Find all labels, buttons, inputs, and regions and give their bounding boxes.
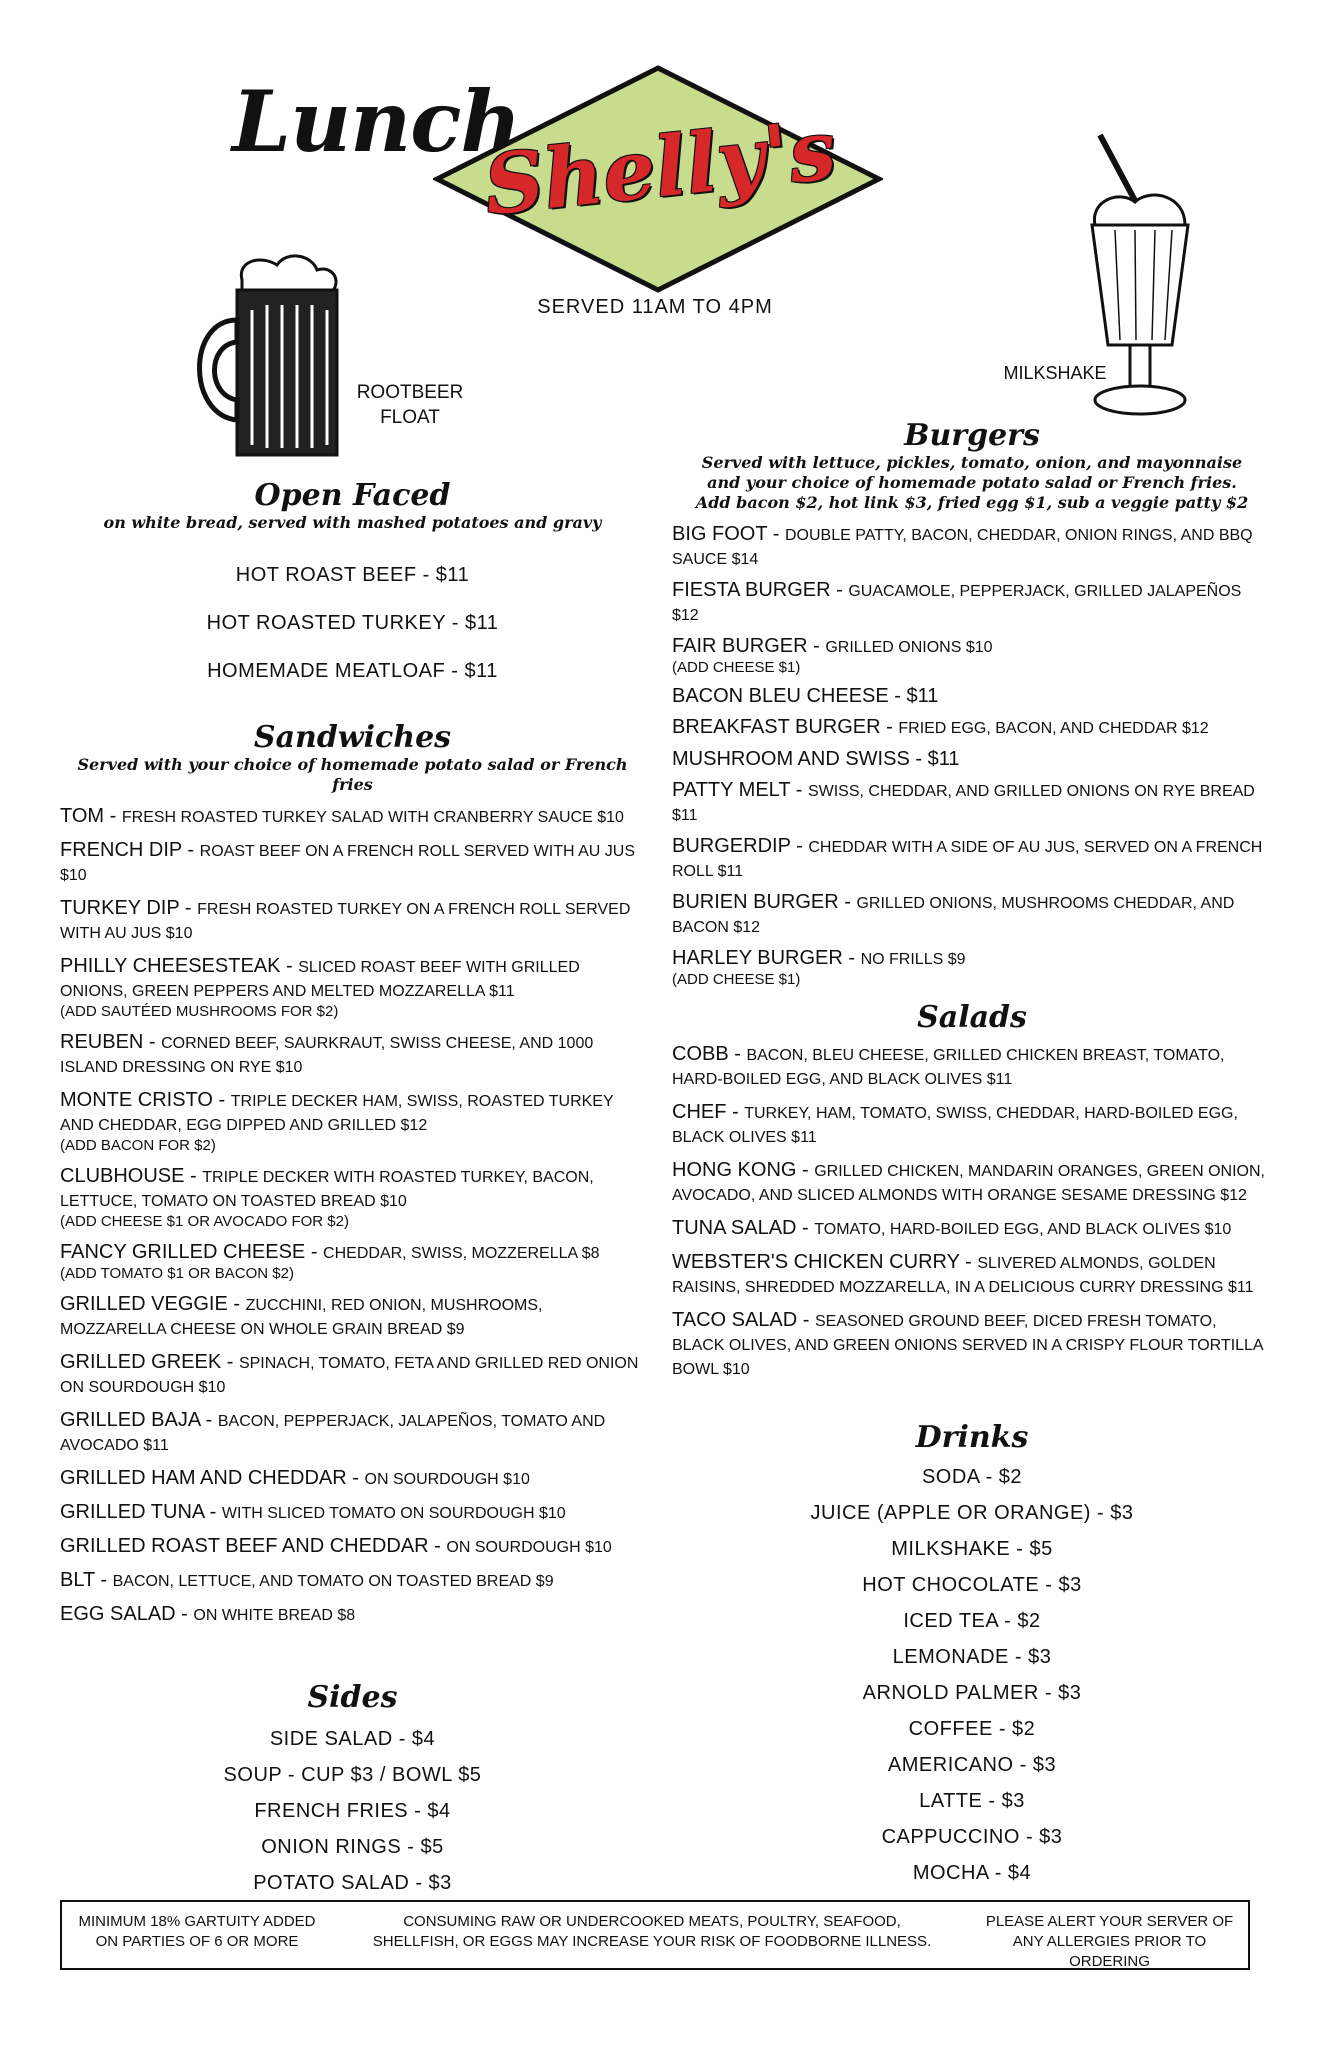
menu-item: COFFEE - $2 bbox=[908, 1718, 1036, 1740]
menu-item: ICED TEA - $2 bbox=[903, 1610, 1041, 1632]
lunch-title: Lunch bbox=[232, 72, 521, 171]
menu-item: AMERICANO - $3 bbox=[887, 1754, 1057, 1776]
item-name: GRILLED VEGGIE - bbox=[60, 1293, 246, 1315]
item-name: REUBEN - bbox=[60, 1031, 162, 1053]
allergy-line-1: PLEASE ALERT YOUR SERVER OF bbox=[985, 1913, 1234, 1930]
item-description: FRIED EGG, BACON, AND CHEDDAR $12 bbox=[898, 720, 1209, 737]
menu-item bbox=[60, 1467, 645, 1491]
gratuity-line-2: ON PARTIES OF 6 OR MORE bbox=[95, 1933, 299, 1950]
burgers-section bbox=[672, 418, 1272, 997]
menu-item bbox=[60, 1409, 645, 1457]
item-name: BACON BLEU CHEESE - $11 bbox=[672, 685, 939, 707]
menu-item bbox=[672, 1217, 1272, 1241]
burger-list bbox=[672, 523, 1272, 989]
sandwiches-title: Sandwiches bbox=[253, 720, 452, 755]
menu-item bbox=[60, 805, 645, 829]
menu-item bbox=[60, 1293, 645, 1341]
drinks-section bbox=[672, 1420, 1272, 1891]
milkshake-label: MILKSHAKE bbox=[1003, 363, 1107, 383]
menu-item bbox=[60, 897, 645, 945]
open-faced-subtitle: on white bread, served with mashed potatoes and gravy bbox=[103, 513, 602, 532]
item-note: (ADD CHEESE $1) bbox=[672, 659, 801, 676]
menu-item bbox=[672, 947, 1272, 989]
menu-item: SIDE SALAD - $4 bbox=[269, 1728, 436, 1750]
item-note: (ADD SAUTÉED MUSHROOMS FOR $2) bbox=[60, 1003, 339, 1020]
menu-item: MOCHA - $4 bbox=[912, 1862, 1032, 1884]
item-description: ON SOURDOUGH $10 bbox=[446, 1539, 612, 1556]
menu-item bbox=[672, 779, 1272, 827]
menu-item: SODA - $2 bbox=[921, 1466, 1023, 1488]
foodborne-warning bbox=[342, 1912, 962, 1952]
menu-item: LEMONADE - $3 bbox=[892, 1646, 1052, 1668]
item-name: GRILLED TUNA - bbox=[60, 1501, 222, 1523]
allergy-line-2: ANY ALLERGIES PRIOR TO ORDERING bbox=[1012, 1933, 1207, 1970]
burgers-title: Burgers bbox=[904, 418, 1040, 453]
menu-item: POTATO SALAD - $3 bbox=[253, 1872, 452, 1894]
menu-item bbox=[60, 839, 645, 887]
item-description: BACON, BLEU CHEESE, GRILLED CHICKEN BREAST, TOMATO, HARD-BOILED EGG, AND BLACK OLIVES $11 bbox=[672, 1047, 1225, 1088]
menu-item bbox=[60, 1569, 645, 1593]
item-description: BACON, LETTUCE, AND TOMATO ON TOASTED BREAD $9 bbox=[112, 1573, 554, 1590]
menu-item bbox=[672, 523, 1272, 571]
item-name: HARLEY BURGER - bbox=[672, 947, 861, 969]
item-description: GRILLED ONIONS, MUSHROOMS CHEDDAR, AND BACON $12 bbox=[672, 895, 1235, 936]
item-description: SLIVERED ALMONDS, GOLDEN RAISINS, SHREDDED MOZZARELLA, IN A DELICIOUS CURRY DRESSING $11 bbox=[672, 1255, 1254, 1296]
item-note: (ADD TOMATO $1 OR BACON $2) bbox=[60, 1265, 294, 1282]
item-name: TURKEY DIP - bbox=[60, 897, 198, 919]
menu-item bbox=[672, 579, 1272, 627]
item-description: SWISS, CHEDDAR, AND GRILLED ONIONS ON RYE BREAD $11 bbox=[672, 783, 1255, 824]
drink-list bbox=[672, 1459, 1272, 1891]
item-name: MONTE CRISTO - bbox=[60, 1089, 231, 1111]
item-description: BACON, PEPPERJACK, JALAPEÑOS, TOMATO AND AVOCADO $11 bbox=[60, 1413, 606, 1454]
menu-item: ONION RINGS - $5 bbox=[261, 1836, 444, 1858]
item-name: BIG FOOT - bbox=[672, 523, 785, 545]
item-name: FRENCH DIP - bbox=[60, 839, 200, 861]
warning-line-2: SHELLFISH, OR EGGS MAY INCREASE YOUR RISK OF FOODBORNE ILLNESS. bbox=[372, 1933, 932, 1950]
item-name: FIESTA BURGER - bbox=[672, 579, 849, 601]
item-name: BURIEN BURGER - bbox=[672, 891, 857, 913]
menu-item bbox=[60, 1501, 645, 1525]
burgers-subtitle-2: and your choice of homemade potato salad or French fries. bbox=[707, 473, 1237, 492]
salads-title: Salads bbox=[917, 1000, 1027, 1035]
menu-item bbox=[672, 685, 1272, 708]
item-description: CHEDDAR, SWISS, MOZZERELLA $8 bbox=[323, 1245, 600, 1262]
item-description: GRILLED CHICKEN, MANDARIN ORANGES, GREEN ONION, AVOCADO, AND SLICED ALMONDS WITH ORANGE SESAME DRESSING $12 bbox=[672, 1163, 1265, 1204]
sandwiches-subtitle: Served with your choice of homemade potato salad or French fries bbox=[77, 755, 628, 794]
item-description: TOMATO, HARD-BOILED EGG, AND BLACK OLIVES $10 bbox=[814, 1221, 1232, 1238]
item-description: ROAST BEEF ON A FRENCH ROLL SERVED WITH AU JUS $10 bbox=[60, 843, 635, 884]
menu-item: SOUP - CUP $3 / BOWL $5 bbox=[223, 1764, 482, 1786]
menu-item bbox=[672, 1101, 1272, 1149]
item-name: MUSHROOM AND SWISS - $11 bbox=[672, 748, 960, 770]
menu-item: FRENCH FRIES - $4 bbox=[254, 1800, 451, 1822]
item-description: CORNED BEEF, SAURKRAUT, SWISS CHEESE, AND 1000 ISLAND DRESSING ON RYE $10 bbox=[60, 1035, 594, 1076]
item-description: TURKEY, HAM, TOMATO, SWISS, CHEDDAR, HARD-BOILED EGG, BLACK OLIVES $11 bbox=[672, 1105, 1238, 1146]
menu-item bbox=[672, 891, 1272, 939]
menu-item: CAPPUCCINO - $3 bbox=[881, 1826, 1063, 1848]
item-name: BREAKFAST BURGER - bbox=[672, 716, 899, 738]
item-description: DOUBLE PATTY, BACON, CHEDDAR, ONION RINGS, AND BBQ SAUCE $14 bbox=[672, 527, 1253, 568]
menu-item: HOMEMADE MEATLOAF - $11 bbox=[207, 660, 498, 682]
item-description: NO FRILLS $9 bbox=[860, 951, 966, 968]
menu-item bbox=[60, 1089, 645, 1155]
item-description: SPINACH, TOMATO, FETA AND GRILLED RED ONION ON SOURDOUGH $10 bbox=[60, 1355, 639, 1396]
menu-item bbox=[60, 955, 645, 1021]
menu-item: JUICE (APPLE OR ORANGE) - $3 bbox=[810, 1502, 1134, 1524]
menu-item bbox=[60, 1031, 645, 1079]
item-name: PHILLY CHEESESTEAK - bbox=[60, 955, 299, 977]
menu-item bbox=[60, 1241, 645, 1283]
menu-item: HOT ROAST BEEF - $11 bbox=[235, 564, 470, 586]
logo-text: Shelly's bbox=[479, 101, 841, 235]
open-faced-section bbox=[60, 478, 645, 695]
item-name: GRILLED ROAST BEEF AND CHEDDAR - bbox=[60, 1535, 447, 1557]
item-description: ON WHITE BREAD $8 bbox=[193, 1607, 356, 1624]
item-name: TACO SALAD - bbox=[672, 1309, 815, 1331]
menu-item bbox=[60, 1535, 645, 1559]
item-note: (ADD CHEESE $1) bbox=[672, 971, 801, 988]
menu-item bbox=[672, 716, 1272, 740]
item-description: SEASONED GROUND BEEF, DICED FRESH TOMATO, BLACK OLIVES, AND GREEN ONIONS SERVED IN A CRISPY FLOUR TORTILLA BOWL $10 bbox=[672, 1313, 1263, 1378]
item-name: HONG KONG - bbox=[672, 1159, 815, 1181]
warning-line-1: CONSUMING RAW OR UNDERCOOKED MEATS, POULTRY, SEAFOOD, bbox=[403, 1913, 901, 1930]
served-hours: SERVED 11AM TO 4PM bbox=[537, 296, 773, 318]
menu-item bbox=[672, 1309, 1272, 1381]
menu-item: HOT ROASTED TURKEY - $11 bbox=[206, 612, 499, 634]
item-description: TRIPLE DECKER HAM, SWISS, ROASTED TURKEY AND CHEDDAR, EGG DIPPED AND GRILLED $12 bbox=[60, 1093, 614, 1134]
menu-item bbox=[60, 1165, 645, 1231]
open-faced-title: Open Faced bbox=[254, 478, 451, 513]
rootbeer-label-line-2: FLOAT bbox=[380, 407, 440, 428]
item-description: GUACAMOLE, PEPPERJACK, GRILLED JALAPEÑOS $12 bbox=[672, 583, 1242, 624]
allergy-notice bbox=[972, 1912, 1247, 1972]
item-description: ON SOURDOUGH $10 bbox=[364, 1471, 530, 1488]
item-name: BURGERDIP - bbox=[672, 835, 809, 857]
item-note: (ADD CHEESE $1 OR AVOCADO FOR $2) bbox=[60, 1213, 349, 1230]
salad-list bbox=[672, 1043, 1272, 1381]
item-name: FAIR BURGER - bbox=[672, 635, 826, 657]
menu-item bbox=[672, 1251, 1272, 1299]
item-name: PATTY MELT - bbox=[672, 779, 808, 801]
item-description: CHEDDAR WITH A SIDE OF AU JUS, SERVED ON A FRENCH ROLL $11 bbox=[672, 839, 1263, 880]
item-description: ZUCCHINI, RED ONION, MUSHROOMS, MOZZARELLA CHEESE ON WHOLE GRAIN BREAD $9 bbox=[60, 1297, 543, 1338]
salads-section bbox=[672, 1000, 1272, 1391]
menu-item bbox=[672, 635, 1272, 677]
rootbeer-float-label bbox=[345, 380, 475, 430]
sides-section bbox=[60, 1680, 645, 1901]
burgers-subtitle-3: Add bacon $2, hot link $3, fried egg $1, sub a veggie patty $2 bbox=[695, 493, 1249, 512]
menu-item bbox=[672, 1159, 1272, 1207]
item-description: WITH SLICED TOMATO ON SOURDOUGH $10 bbox=[221, 1505, 566, 1522]
menu-item: LATTE - $3 bbox=[919, 1790, 1025, 1812]
item-name: BLT - bbox=[60, 1569, 113, 1591]
item-name: TUNA SALAD - bbox=[672, 1217, 815, 1239]
rootbeer-label-line-1: ROOTBEER bbox=[356, 382, 464, 403]
menu-item bbox=[60, 1351, 645, 1399]
gratuity-notice bbox=[67, 1912, 327, 1952]
menu-item: HOT CHOCOLATE - $3 bbox=[862, 1574, 1082, 1596]
menu-item bbox=[672, 1043, 1272, 1091]
menu-item bbox=[60, 1603, 645, 1627]
item-description: SLICED ROAST BEEF WITH GRILLED ONIONS, GREEN PEPPERS AND MELTED MOZZARELLA $11 bbox=[60, 959, 580, 1000]
item-name: FANCY GRILLED CHEESE - bbox=[60, 1241, 324, 1263]
sandwiches-section bbox=[60, 720, 645, 1637]
item-note: (ADD BACON FOR $2) bbox=[60, 1137, 216, 1154]
item-name: GRILLED GREEK - bbox=[60, 1351, 239, 1373]
item-name: GRILLED BAJA - bbox=[60, 1409, 218, 1431]
burgers-subtitle-1: Served with lettuce, pickles, tomato, onion, and mayonnaise bbox=[701, 453, 1243, 472]
drinks-title: Drinks bbox=[915, 1420, 1029, 1455]
item-description: FRESH ROASTED TURKEY ON A FRENCH ROLL SERVED WITH AU JUS $10 bbox=[60, 901, 631, 942]
footer-notice-box bbox=[60, 1900, 1250, 1970]
item-name: TOM - bbox=[60, 805, 122, 827]
menu-item bbox=[672, 835, 1272, 883]
item-description: GRILLED ONIONS $10 bbox=[825, 639, 993, 656]
item-description: FRESH ROASTED TURKEY SALAD WITH CRANBERRY SAUCE $10 bbox=[121, 809, 624, 826]
menu-item bbox=[672, 748, 1272, 771]
menu-item: MILKSHAKE - $5 bbox=[891, 1538, 1053, 1560]
item-name: GRILLED HAM AND CHEDDAR - bbox=[60, 1467, 365, 1489]
item-name: CLUBHOUSE - bbox=[60, 1165, 203, 1187]
item-name: CHEF - bbox=[672, 1101, 745, 1123]
menu-item: ARNOLD PALMER - $3 bbox=[862, 1682, 1082, 1704]
sides-title: Sides bbox=[307, 1680, 398, 1715]
rootbeer-mug-icon bbox=[182, 250, 352, 460]
gratuity-line-1: MINIMUM 18% GARTUITY ADDED bbox=[78, 1913, 316, 1930]
item-name: WEBSTER'S CHICKEN CURRY - bbox=[672, 1251, 978, 1273]
item-description: TRIPLE DECKER WITH ROASTED TURKEY, BACON, LETTUCE, TOMATO ON TOASTED BREAD $10 bbox=[60, 1169, 594, 1210]
sandwich-list bbox=[60, 805, 645, 1627]
item-name: COBB - bbox=[672, 1043, 747, 1065]
item-name: EGG SALAD - bbox=[60, 1603, 194, 1625]
